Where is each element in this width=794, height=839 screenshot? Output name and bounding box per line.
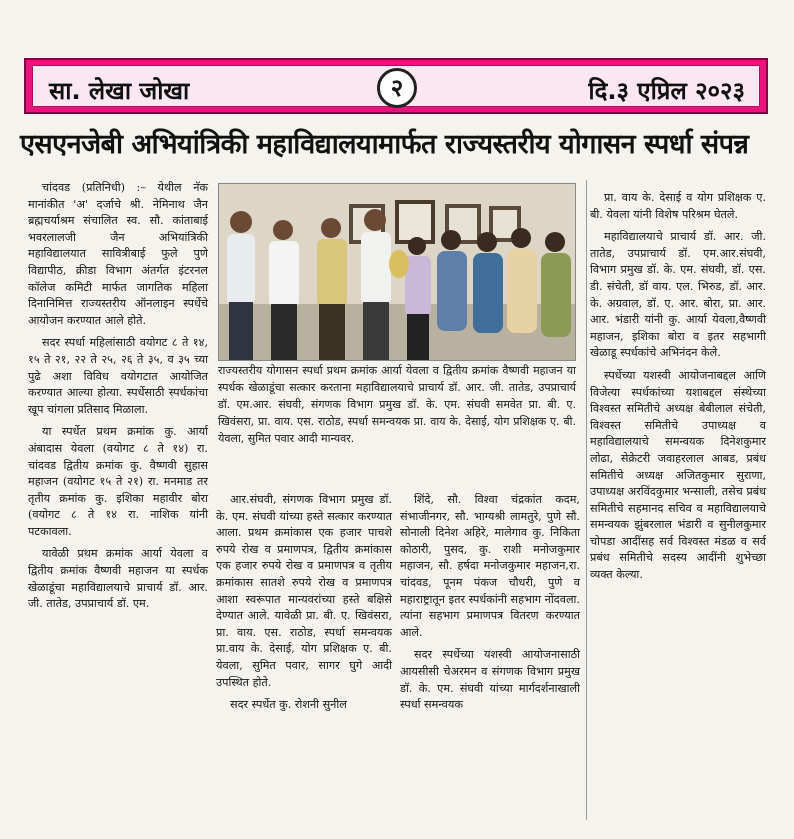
article-column-1 xyxy=(28,180,208,820)
photo-illustration xyxy=(219,184,576,361)
caption-text: राज्यस्तरीय योगासन स्पर्धा प्रथम क्रमांक आर्या येवला व द्वितीय क्रमांक वैष्णवी महाजन या स्पर्धक खेळाडूंचा सत्कार करताना महाविद्यालयाचे प्राचार्य डॉ. आर. जी. तातेड, उपप्राचार्य डॉ. एम.आर. संघवी, संगणक विभाग प्रमुख डॉ. के. एम. संघवी समवेत प्रा. बी. ए. खिवंसरा, प्रा. वाय. एस. राठोड, स्पर्धा समन्वयक प्रा. वाय के. देसाई, योग प्रशिक्षक ए. बी. येवला, सुमित पवार आदी मान्यवर. xyxy=(218,364,576,445)
section-name: सा. लेखा जोखा xyxy=(49,77,190,105)
column-divider xyxy=(586,180,587,820)
article-column-3 xyxy=(590,190,766,830)
paragraph: स्पर्धेच्या यशस्वी आयोजनाबद्दल आणि विजेत्या स्पर्धकांच्या यशाबद्दल संस्थेच्या विश्वस्त समितीचे अध्यक्ष बेबीलाल संचेती, विश्वस्त समितीचे उपाध्यक्ष व महाविद्यालयाचे समन्वयक दिनेशकुमार लोढा, सेक्रेटरी जवाहरलाल आबड, प्रबंध समितीचे अध्यक्ष अजितकुमार सुराणा, उपाध्यक्ष अरविंदकुमार भन्साली, तसेच प्रबंध समितीचे सहमानद सचिव व महाविद्यालयाचे समन्वयक झुंबरलाल भंडारी व सुनीलकुमार चोपडा आदींसह सर्व विश्वस्त मंडळ व सर्व प्रबंध समितीचे सदस्य आदींनी शुभेच्छा व्यक्त केल्या. xyxy=(590,368,766,582)
article-photo xyxy=(218,183,576,361)
article-column-2b xyxy=(400,492,580,827)
paragraph: शिंदे, सौ. विश्वा चंद्रकांत कदम, संभाजीनगर, सौ. भाग्यश्री लामतुरे, पुणे सौ. सोनाली दिनेश अहिरे, मालेगाव कु. निकिता कोठारी, पुसद, कु. राशी मनोजकुमार महाजन, सौ. हर्षदा मनोजकुमार महाजन,रा. चांदवड, पूनम पंकज चौधरी, पुणे व महाराष्ट्रातून इतर स्पर्धकांनी सहभाग नोंदवला. त्यांना सहभाग प्रमाणपत्र वितरण करण्यात आले. xyxy=(400,493,580,639)
paragraph: प्रा. वाय के. देसाई व योग प्रशिक्षक ए. बी. येवला यांनी विशेष परिश्रम घेतले. xyxy=(590,191,766,221)
paragraph: यावेळी प्रथम क्रमांक आर्या येवला व द्वितीय क्रमांक वैष्णवी महाजन या स्पर्धक खेळाडूंचा महाविद्यालयाचे प्राचार्य डॉ. आर. जी. तातेड, उपप्राचार्य डॉ. एम. xyxy=(28,547,208,611)
masthead-inner xyxy=(32,65,760,107)
paragraph: चांदवड (प्रतिनिधी) :– येथील नॅक मानांकीत 'अ' दर्जाचे श्री. नेमिनाथ जैन ब्रह्मचर्याश्रम संचालित स्व. सौ. कांताबाई भवरलालजी जैन अभियांत्रिकी महाविद्यालयात सावित्रीबाई फुले पुणे विद्यापीठ, क्रीडा विभाग अंतर्गत इंटरनल कॉलेज कमिटी मार्फत जागतिक महिला दिनानिमित्त राज्यस्तरीय ऑनलाइन स्पर्धेचे आयोजन करण्यात आले होते. xyxy=(28,181,208,327)
paragraph: महाविद्यालयाचे प्राचार्य डॉ. आर. जी. तातेड, उपप्राचार्य डॉ. एम.आर.संघवी, विभाग प्रमुख डॉ. के. एम. संघवी, डॉ. एस. डी. संचेती, डॉ वाय. एल. भिरुड, डॉ. आर. के. अग्रवाल, डॉ. ए. आर. बोरा, प्रा. आर. आर. भंडारी यांनी कु. आर्या येवला,वैष्णवी महाजन, इशिका बोरा व इतर सहभागी खेळाडू स्पर्धकांचे अभिनंदन केले. xyxy=(590,230,766,360)
paragraph: सदर स्पर्धेत कु. रोशनी सुनील xyxy=(230,698,347,712)
paragraph: या स्पर्धेत प्रथम क्रमांक कु. आर्या अंबादास येवला (वयोगट ८ ते १४) रा. चांदवड द्वितीय क्रमांक कु. वैष्णवी सुहास महाजन (वयोगट १५ ते २१) रा. मनमाड तर तृतीय क्रमांक कु. इशिका महावीर बोरा (वयोगट ८ ते १४ रा. नाशिक यांनी पटकावला. xyxy=(28,425,208,538)
page-masthead xyxy=(24,58,768,114)
photo-caption xyxy=(218,362,576,484)
paragraph: सदर स्पर्धेच्या यशस्वी आयोजनासाठी आयसीसी चेअरमन व संगणक विभाग प्रमुख डॉ. के. एम. संघवी यांच्या मार्गदर्शनाखाली स्पर्धा समन्वयक xyxy=(400,648,580,712)
paragraph: आर.संघवी, संगणक विभाग प्रमुख डॉ. के. एम. संघवी यांच्या हस्ते सत्कार करण्यात आला. प्रथम क्रमांकास एक हजार पाचशे रुपये रोख व प्रमाणपत्र, द्वितीय क्रमांकास एक हजार रुपये रोख व प्रमाणपत्र व तृतीय क्रमांकास सातशे रुपये रोख व प्रमाणपत्र आशा स्वरूपात मान्यवरांच्या हस्ते बक्षिसे देण्यात आले. यावेळी प्रा. बी. ए. खिवंसरा, प्रा. वाय. एस. राठोड, स्पर्धा समन्वयक प्रा.वाय के. देसाई, योग प्रशिक्षक ए. बी. येवला, सुमित पवार, सागर घुगे आदी उपस्थित होते. xyxy=(216,493,392,689)
article-column-2a xyxy=(216,492,392,827)
page-number-badge: २ xyxy=(377,68,417,108)
issue-date: दि.३ एप्रिल २०२३ xyxy=(588,77,745,105)
paragraph: सदर स्पर्धा महिलांसाठी वयोगट ८ ते १४, १५ ते २१, २२ ते २५, २६ ते ३५, व ३५ च्या पुढे अशा विविध वयोगटात आयोजित करण्यात आल्या होत्या. स्पर्धेसाठी स्पर्धकांचा खूप चांगला प्रतिसाद मिळाला. xyxy=(28,336,208,416)
article-headline: एसएनजेबी अभियांत्रिकी महाविद्यालयामार्फत राज्यस्तरीय योगासन स्पर्धा संपन्न xyxy=(20,129,749,160)
